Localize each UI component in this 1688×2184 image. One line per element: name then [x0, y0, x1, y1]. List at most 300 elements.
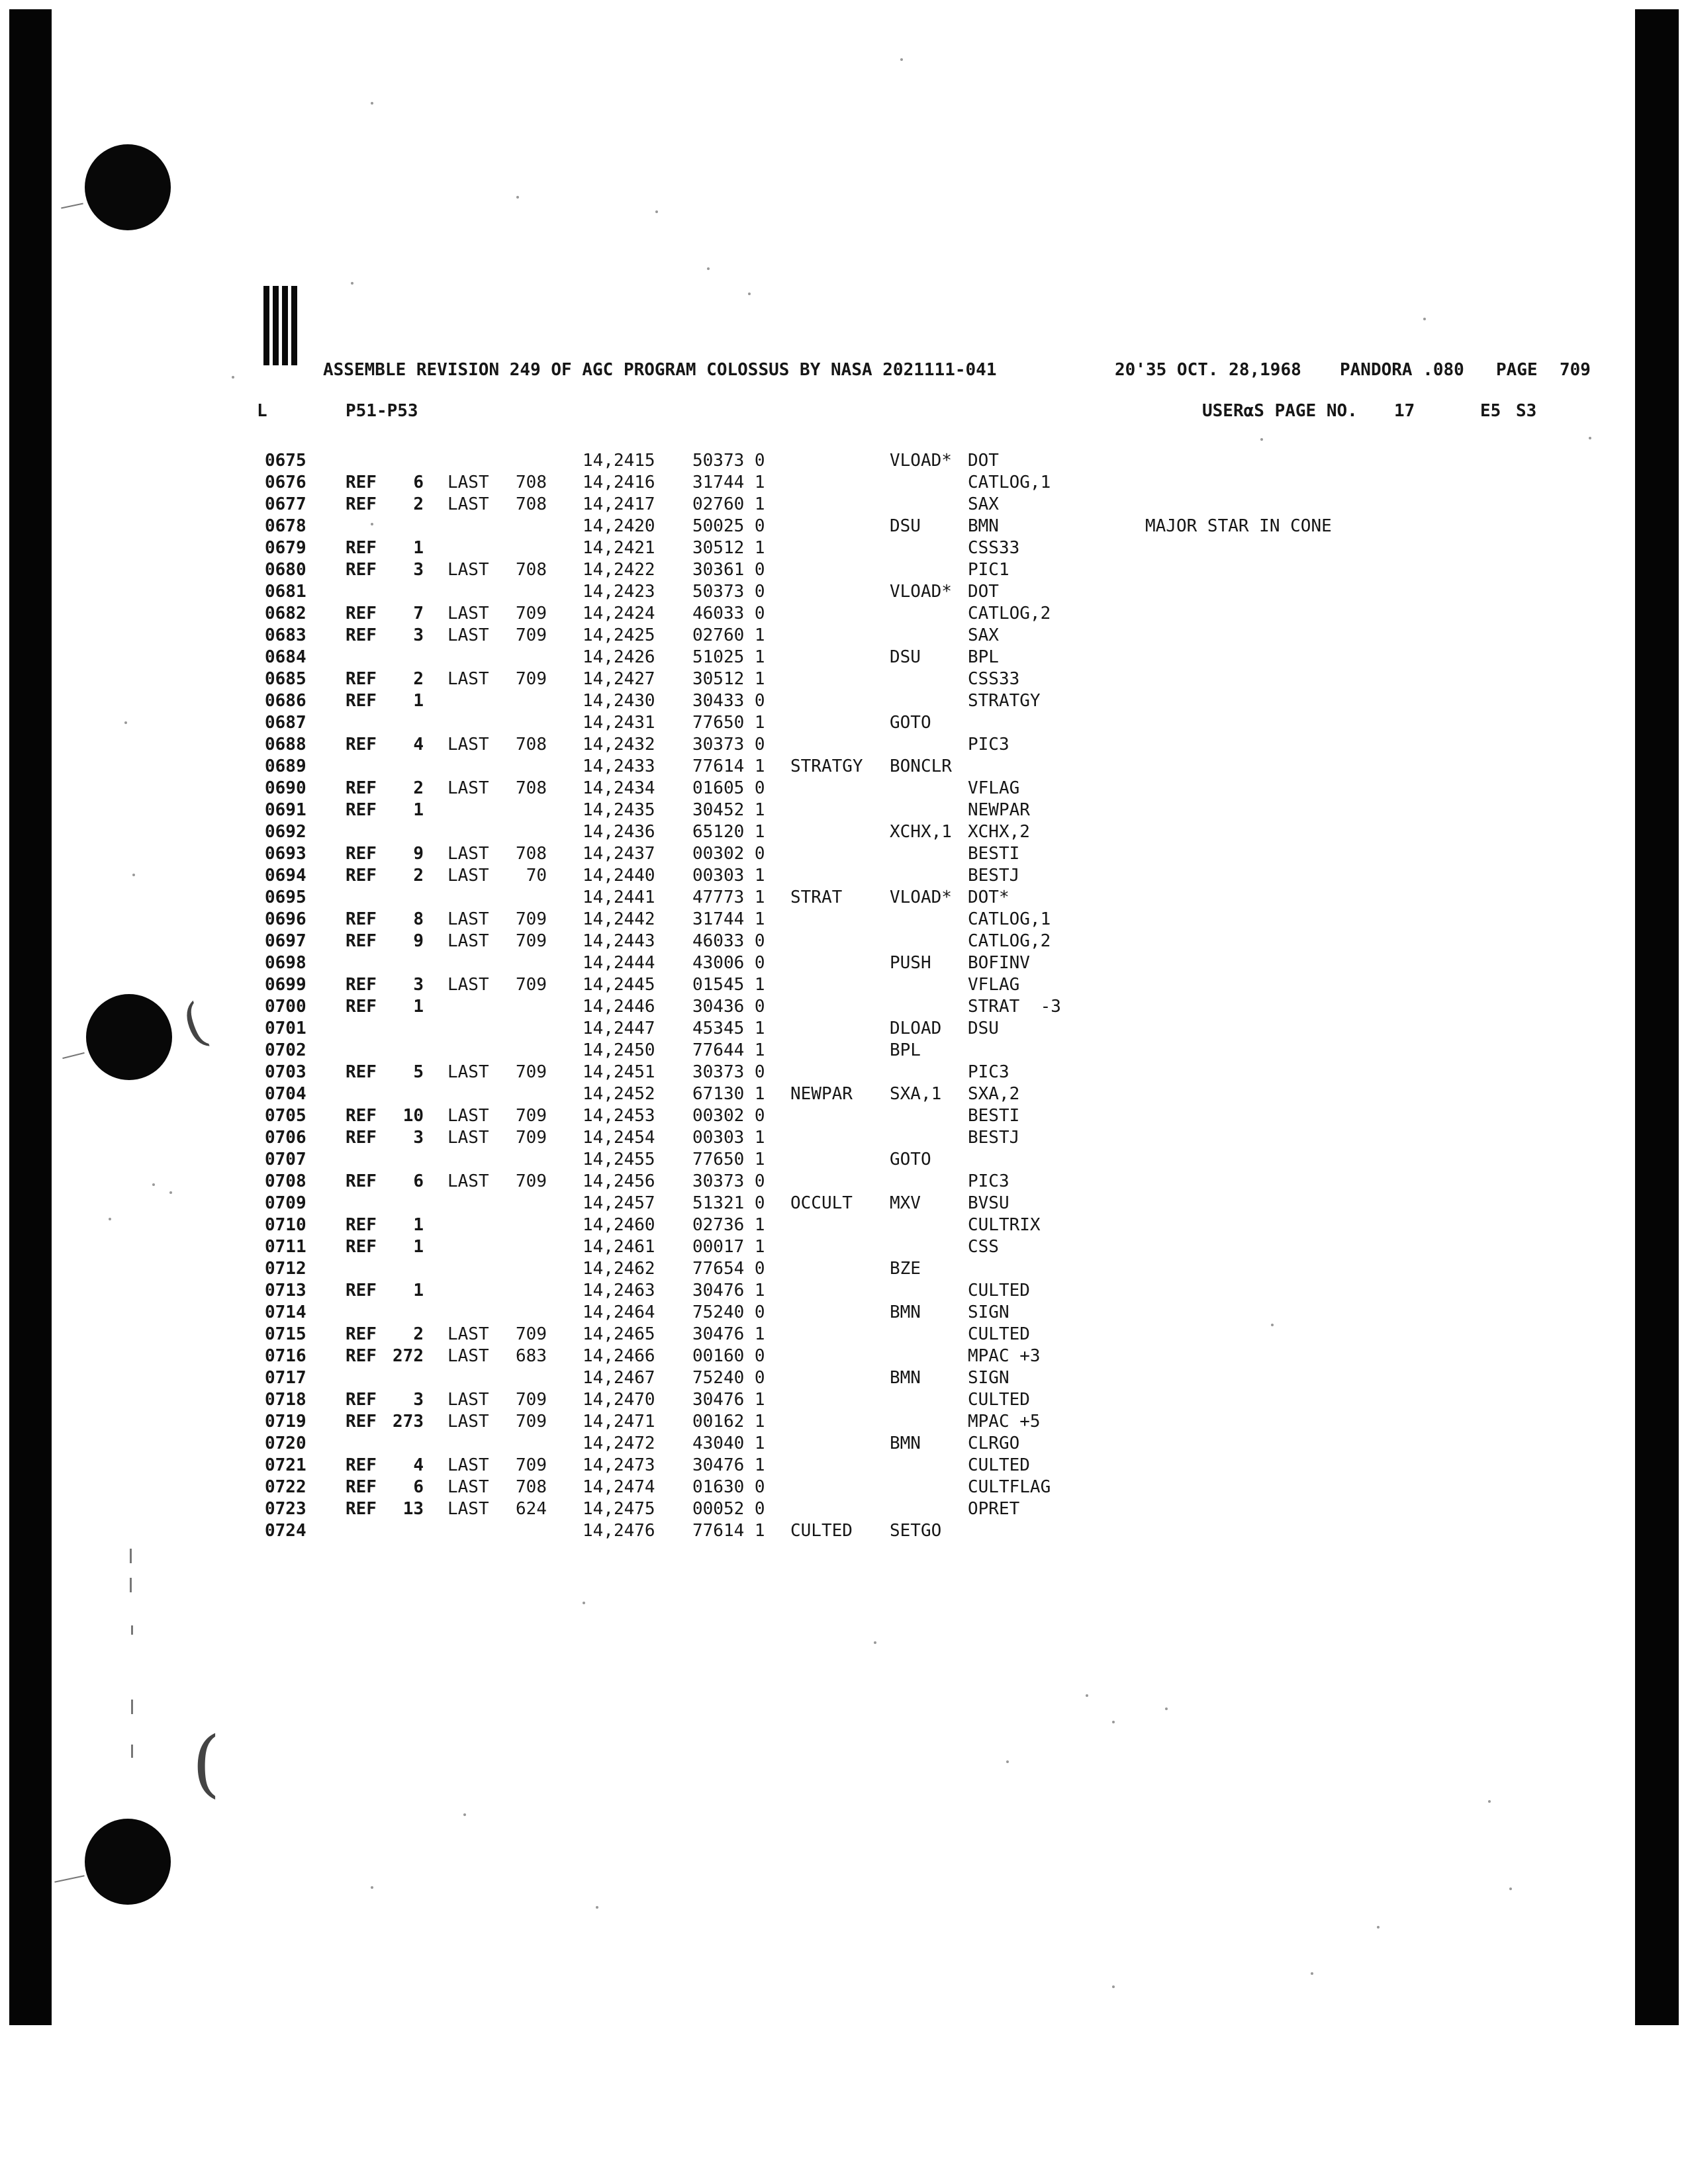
listing-row	[0, 690, 1688, 712]
line-number: 0676	[265, 473, 306, 492]
opcode: GOTO	[890, 713, 931, 733]
ref-count: 273	[393, 1412, 424, 1432]
listing-row	[0, 1455, 1688, 1477]
address: 14,2434	[583, 778, 655, 798]
last-page: 708	[516, 844, 547, 864]
line-number: 0715	[265, 1324, 306, 1344]
symbol-label: STRATGY	[790, 756, 863, 776]
opcode: DSU	[890, 516, 921, 536]
ref-count: 1	[413, 800, 424, 820]
address: 14,2465	[583, 1324, 655, 1344]
address: 14,2461	[583, 1237, 655, 1257]
address: 14,2470	[583, 1390, 655, 1410]
line-number: 0723	[265, 1499, 306, 1519]
opcode: BZE	[890, 1259, 921, 1279]
last-marker: LAST	[447, 1412, 489, 1432]
line-number: 0688	[265, 735, 306, 754]
printer-bars-mark	[263, 286, 298, 365]
ref-count: 2	[413, 866, 424, 886]
line-number: 0724	[265, 1521, 306, 1541]
listing-row	[0, 952, 1688, 974]
symbol-label: CULTED	[790, 1521, 853, 1541]
octal-code: 02736 1	[692, 1215, 765, 1235]
ref-marker: REF	[346, 691, 377, 711]
operand: SIGN	[968, 1302, 1009, 1322]
scan-speck	[1589, 437, 1591, 439]
scan-speck	[1271, 1324, 1274, 1326]
opcode: PUSH	[890, 953, 931, 973]
listing-row	[0, 1018, 1688, 1040]
last-page: 709	[516, 625, 547, 645]
address: 14,2463	[583, 1281, 655, 1300]
address: 14,2474	[583, 1477, 655, 1497]
opcode: DLOAD	[890, 1019, 942, 1038]
listing-row	[0, 1411, 1688, 1433]
address: 14,2453	[583, 1106, 655, 1126]
ref-marker: REF	[346, 560, 377, 580]
octal-code: 00302 0	[692, 1106, 765, 1126]
address: 14,2464	[583, 1302, 655, 1322]
opcode: BPL	[890, 1040, 921, 1060]
scan-speck	[1311, 1972, 1313, 1975]
opcode: BMN	[890, 1302, 921, 1322]
line-number: 0710	[265, 1215, 306, 1235]
listing-row	[0, 1498, 1688, 1520]
ref-marker: REF	[346, 1324, 377, 1344]
line-number: 0720	[265, 1433, 306, 1453]
operand: CATLOG,1	[968, 909, 1051, 929]
last-marker: LAST	[447, 1128, 489, 1148]
line-number: 0683	[265, 625, 306, 645]
octal-code: 30436 0	[692, 997, 765, 1017]
operand: BESTI	[968, 1106, 1020, 1126]
line-number: 0706	[265, 1128, 306, 1148]
listing-row	[0, 472, 1688, 494]
octal-code: 02760 1	[692, 625, 765, 645]
listing-row	[0, 1258, 1688, 1280]
ref-count: 5	[413, 1062, 424, 1082]
ref-marker: REF	[346, 1215, 377, 1235]
address: 14,2451	[583, 1062, 655, 1082]
opcode: SETGO	[890, 1521, 942, 1541]
octal-code: 67130 1	[692, 1084, 765, 1104]
ref-count: 6	[413, 1477, 424, 1497]
line-number: 0721	[265, 1455, 306, 1475]
listing-row	[0, 1324, 1688, 1345]
operand: CSS33	[968, 538, 1020, 558]
octal-code: 77644 1	[692, 1040, 765, 1060]
operand: BVSU	[968, 1193, 1009, 1213]
octal-code: 00017 1	[692, 1237, 765, 1257]
scan-speck	[351, 282, 353, 285]
operand: BMN	[968, 516, 999, 536]
ref-count: 2	[413, 669, 424, 689]
last-page: 709	[516, 604, 547, 623]
octal-code: 51321 0	[692, 1193, 765, 1213]
address: 14,2445	[583, 975, 655, 995]
ref-marker: REF	[346, 1128, 377, 1148]
last-marker: LAST	[447, 975, 489, 995]
operand: CULTED	[968, 1455, 1030, 1475]
pencil-mark	[54, 1875, 84, 1883]
listing-row	[0, 1389, 1688, 1411]
scan-speck	[132, 874, 135, 876]
opcode: VLOAD*	[890, 451, 952, 471]
address: 14,2450	[583, 1040, 655, 1060]
last-marker: LAST	[447, 625, 489, 645]
ref-marker: REF	[346, 1281, 377, 1300]
last-marker: LAST	[447, 1499, 489, 1519]
scan-speck	[463, 1813, 466, 1816]
line-number: 0675	[265, 451, 306, 471]
listing-row	[0, 996, 1688, 1018]
scan-speck	[371, 523, 373, 525]
operand: XCHX,2	[968, 822, 1030, 842]
listing-row	[0, 1149, 1688, 1171]
opcode: VLOAD*	[890, 582, 952, 602]
last-page: 709	[516, 1106, 547, 1126]
line-number: 0692	[265, 822, 306, 842]
address: 14,2416	[583, 473, 655, 492]
octal-code: 30476 1	[692, 1455, 765, 1475]
operand: BESTJ	[968, 1128, 1020, 1148]
last-page: 709	[516, 975, 547, 995]
ref-count: 7	[413, 604, 424, 623]
operand: DOT	[968, 582, 999, 602]
scan-speck	[1423, 318, 1426, 320]
last-marker: LAST	[447, 1106, 489, 1126]
octal-code: 77614 1	[692, 1521, 765, 1541]
last-page: 708	[516, 778, 547, 798]
listing-row	[0, 909, 1688, 931]
operand: BOFINV	[968, 953, 1030, 973]
listing-row	[0, 581, 1688, 603]
listing-row	[0, 1477, 1688, 1498]
operand: CULTED	[968, 1324, 1030, 1344]
last-page: 709	[516, 909, 547, 929]
listing-row	[0, 625, 1688, 647]
pencil-curve: (	[174, 991, 215, 1056]
address: 14,2442	[583, 909, 655, 929]
address: 14,2452	[583, 1084, 655, 1104]
ref-count: 9	[413, 931, 424, 951]
ref-count: 4	[413, 735, 424, 754]
address: 14,2462	[583, 1259, 655, 1279]
scan-speck	[516, 196, 519, 199]
line-number: 0702	[265, 1040, 306, 1060]
octal-code: 75240 0	[692, 1302, 765, 1322]
ref-marker: REF	[346, 975, 377, 995]
octal-code: 30476 1	[692, 1390, 765, 1410]
ref-count: 1	[413, 997, 424, 1017]
user-page-number: 17	[1394, 401, 1415, 421]
address: 14,2423	[583, 582, 655, 602]
last-marker: LAST	[447, 1477, 489, 1497]
operand: BPL	[968, 647, 999, 667]
listing-row	[0, 1193, 1688, 1214]
line-number: 0679	[265, 538, 306, 558]
column-l: L	[257, 401, 267, 421]
line-number: 0686	[265, 691, 306, 711]
line-number: 0717	[265, 1368, 306, 1388]
listing-row	[0, 1345, 1688, 1367]
line-number: 0700	[265, 997, 306, 1017]
listing-row	[0, 1214, 1688, 1236]
user-page-label: USERαS PAGE NO.	[1202, 401, 1358, 421]
ref-marker: REF	[346, 1062, 377, 1082]
octal-code: 00302 0	[692, 844, 765, 864]
address: 14,2420	[583, 516, 655, 536]
listing-row	[0, 603, 1688, 625]
operand: OPRET	[968, 1499, 1020, 1519]
octal-code: 00303 1	[692, 1128, 765, 1148]
opcode: XCHX,1	[890, 822, 952, 842]
address: 14,2472	[583, 1433, 655, 1453]
address: 14,2457	[583, 1193, 655, 1213]
address: 14,2475	[583, 1499, 655, 1519]
listing-row	[0, 668, 1688, 690]
operand: MPAC +5	[968, 1412, 1041, 1432]
punch-hole-bottom	[85, 1819, 171, 1905]
ref-count: 6	[413, 1171, 424, 1191]
scan-speck	[1165, 1707, 1168, 1710]
operand: PIC1	[968, 560, 1009, 580]
octal-code: 30452 1	[692, 800, 765, 820]
ref-count: 10	[402, 1106, 424, 1126]
last-page: 709	[516, 669, 547, 689]
opcode: SXA,1	[890, 1084, 942, 1104]
last-page: 683	[516, 1346, 547, 1366]
address: 14,2476	[583, 1521, 655, 1541]
line-number: 0718	[265, 1390, 306, 1410]
operand: PIC3	[968, 1062, 1009, 1082]
scan-speck	[1006, 1760, 1009, 1763]
ref-marker: REF	[346, 778, 377, 798]
line-number: 0685	[265, 669, 306, 689]
line-number: 0695	[265, 887, 306, 907]
line-number: 0705	[265, 1106, 306, 1126]
ref-marker: REF	[346, 1390, 377, 1410]
last-marker: LAST	[447, 1171, 489, 1191]
octal-code: 30476 1	[692, 1324, 765, 1344]
ref-marker: REF	[346, 1346, 377, 1366]
last-marker: LAST	[447, 1324, 489, 1344]
address: 14,2427	[583, 669, 655, 689]
octal-code: 50373 0	[692, 451, 765, 471]
scan-speck	[371, 1886, 373, 1889]
pandora-version: PANDORA .080	[1340, 360, 1464, 380]
octal-code: 77614 1	[692, 756, 765, 776]
ref-marker: REF	[346, 866, 377, 886]
s3-marker: S3	[1516, 401, 1537, 421]
octal-code: 00162 1	[692, 1412, 765, 1432]
operand: DSU	[968, 1019, 999, 1038]
opcode: VLOAD*	[890, 887, 952, 907]
last-marker: LAST	[447, 1455, 489, 1475]
listing-row	[0, 647, 1688, 668]
listing-row	[0, 1171, 1688, 1193]
ref-count: 1	[413, 691, 424, 711]
octal-code: 30476 1	[692, 1281, 765, 1300]
ref-count: 2	[413, 1324, 424, 1344]
ref-count: 8	[413, 909, 424, 929]
address: 14,2466	[583, 1346, 655, 1366]
line-number: 0709	[265, 1193, 306, 1213]
operand: CULTED	[968, 1281, 1030, 1300]
ref-marker: REF	[346, 494, 377, 514]
address: 14,2446	[583, 997, 655, 1017]
scan-speck	[874, 1641, 876, 1644]
last-marker: LAST	[447, 494, 489, 514]
line-number: 0714	[265, 1302, 306, 1322]
ref-count: 1	[413, 1281, 424, 1300]
last-marker: LAST	[447, 778, 489, 798]
ref-count: 1	[413, 538, 424, 558]
operand: SAX	[968, 494, 999, 514]
listing-row	[0, 756, 1688, 778]
address: 14,2417	[583, 494, 655, 514]
scan-speck	[583, 1602, 585, 1604]
octal-code: 77650 1	[692, 1150, 765, 1169]
last-page: 624	[516, 1499, 547, 1519]
octal-code: 50373 0	[692, 582, 765, 602]
address: 14,2454	[583, 1128, 655, 1148]
octal-code: 31744 1	[692, 909, 765, 929]
scan-speck	[1086, 1694, 1088, 1697]
operand: CLRGO	[968, 1433, 1020, 1453]
octal-code: 30361 0	[692, 560, 765, 580]
address: 14,2424	[583, 604, 655, 623]
line-number: 0687	[265, 713, 306, 733]
opcode: BMN	[890, 1368, 921, 1388]
operand: PIC3	[968, 1171, 1009, 1191]
ref-count: 3	[413, 975, 424, 995]
opcode: DSU	[890, 647, 921, 667]
address: 14,2460	[583, 1215, 655, 1235]
listing-row	[0, 1280, 1688, 1302]
listing-row	[0, 1127, 1688, 1149]
last-page: 709	[516, 1171, 547, 1191]
ref-count: 13	[402, 1499, 424, 1519]
operand: CULTRIX	[968, 1215, 1041, 1235]
octal-code: 45345 1	[692, 1019, 765, 1038]
pencil-curve: (	[192, 1721, 220, 1805]
address: 14,2437	[583, 844, 655, 864]
listing-row	[0, 931, 1688, 952]
scan-speck	[707, 267, 710, 270]
ref-count: 4	[413, 1455, 424, 1475]
listing-row	[0, 494, 1688, 516]
scan-speck	[109, 1218, 111, 1220]
last-page: 708	[516, 560, 547, 580]
octal-code: 30433 0	[692, 691, 765, 711]
last-marker: LAST	[447, 931, 489, 951]
address: 14,2441	[583, 887, 655, 907]
line-number: 0719	[265, 1412, 306, 1432]
operand: SAX	[968, 625, 999, 645]
scan-speck	[371, 102, 373, 105]
last-marker: LAST	[447, 473, 489, 492]
ref-marker: REF	[346, 997, 377, 1017]
last-page: 709	[516, 1324, 547, 1344]
scan-speck	[900, 58, 903, 61]
address: 14,2426	[583, 647, 655, 667]
address: 14,2433	[583, 756, 655, 776]
scan-speck	[124, 721, 127, 724]
line-number: 0677	[265, 494, 306, 514]
operand: VFLAG	[968, 975, 1020, 995]
ref-marker: REF	[346, 1499, 377, 1519]
operand: VFLAG	[968, 778, 1020, 798]
listing-row	[0, 1302, 1688, 1324]
ref-marker: REF	[346, 1171, 377, 1191]
last-marker: LAST	[447, 1346, 489, 1366]
line-number: 0722	[265, 1477, 306, 1497]
listing-row	[0, 799, 1688, 821]
ref-marker: REF	[346, 844, 377, 864]
punch-hole-top	[85, 144, 171, 230]
line-number: 0704	[265, 1084, 306, 1104]
ref-count: 3	[413, 560, 424, 580]
operand: CULTFLAG	[968, 1477, 1051, 1497]
listing-row	[0, 537, 1688, 559]
listing-row	[0, 821, 1688, 843]
opcode: GOTO	[890, 1150, 931, 1169]
line-number: 0716	[265, 1346, 306, 1366]
pencil-mark	[130, 1578, 132, 1592]
operand: SXA,2	[968, 1084, 1020, 1104]
line-number: 0703	[265, 1062, 306, 1082]
scan-speck	[1112, 1721, 1115, 1723]
listing-row	[0, 734, 1688, 756]
listing-row	[0, 450, 1688, 472]
listing-row	[0, 843, 1688, 865]
octal-code: 30373 0	[692, 735, 765, 754]
line-number: 0691	[265, 800, 306, 820]
ref-marker: REF	[346, 625, 377, 645]
pencil-mark	[61, 203, 83, 208]
pencil-mark	[130, 1549, 132, 1563]
address: 14,2432	[583, 735, 655, 754]
last-marker: LAST	[447, 560, 489, 580]
ref-marker: REF	[346, 909, 377, 929]
ref-marker: REF	[346, 473, 377, 492]
octal-code: 30373 0	[692, 1171, 765, 1191]
ref-marker: REF	[346, 669, 377, 689]
print-time-date: 20'35 OCT. 28,1968	[1115, 360, 1301, 380]
opcode: MXV	[890, 1193, 921, 1213]
line-number: 0690	[265, 778, 306, 798]
octal-code: 47773 1	[692, 887, 765, 907]
address: 14,2473	[583, 1455, 655, 1475]
address: 14,2431	[583, 713, 655, 733]
address: 14,2444	[583, 953, 655, 973]
octal-code: 30512 1	[692, 538, 765, 558]
line-number: 0681	[265, 582, 306, 602]
operand: CSS33	[968, 669, 1020, 689]
ref-marker: REF	[346, 538, 377, 558]
octal-code: 43040 1	[692, 1433, 765, 1453]
address: 14,2435	[583, 800, 655, 820]
ref-marker: REF	[346, 1106, 377, 1126]
scan-speck	[152, 1183, 155, 1186]
octal-code: 31744 1	[692, 473, 765, 492]
last-marker: LAST	[447, 1390, 489, 1410]
operand: STRAT -3	[968, 997, 1061, 1017]
pencil-mark	[131, 1745, 133, 1758]
scan-speck	[748, 293, 751, 295]
operand: CULTED	[968, 1390, 1030, 1410]
